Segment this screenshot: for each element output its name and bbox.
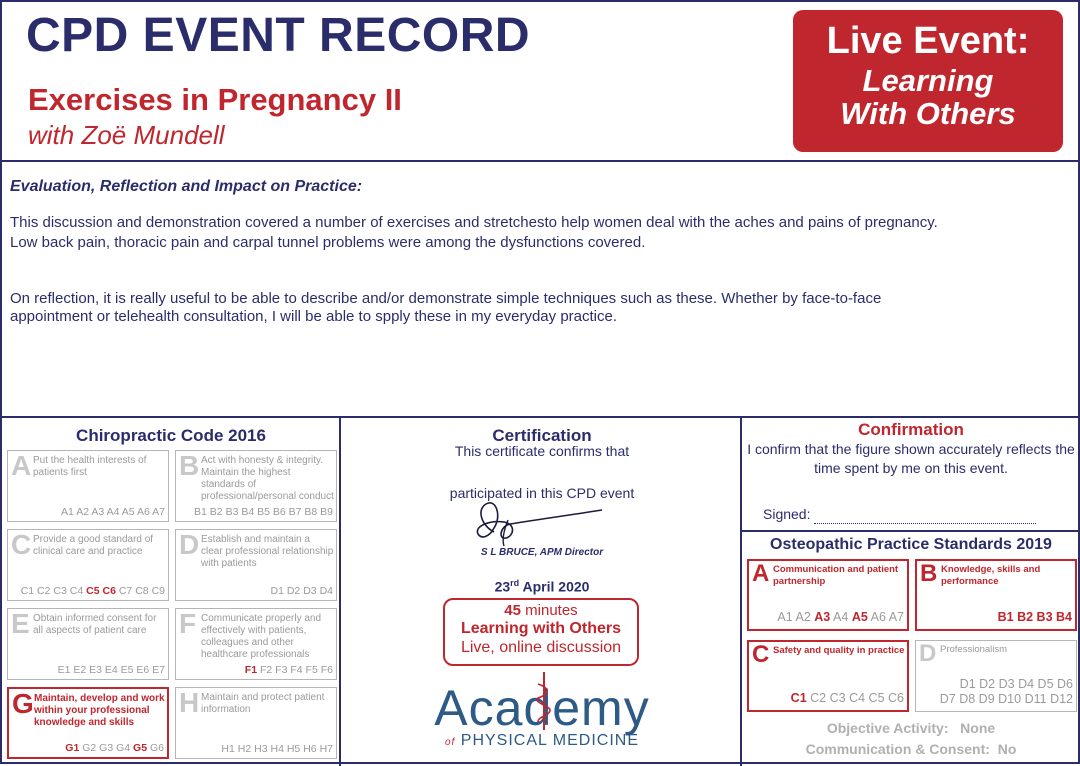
standard-code: D9 <box>978 692 995 706</box>
date-day: 23 <box>494 578 511 595</box>
standard-code: F6 <box>320 664 333 676</box>
chiro-letter: D <box>179 529 200 560</box>
standard-code: G5 <box>133 742 148 754</box>
chiro-letter: G <box>12 688 34 719</box>
standard-code: F1 <box>244 664 258 676</box>
date-suffix: rd <box>510 578 520 588</box>
presenter-name: with Zoë Mundell <box>28 120 225 150</box>
certification-text: participated in this CPD event <box>449 485 635 501</box>
standard-code: C8 <box>135 585 149 597</box>
standard-code: B4 <box>241 506 255 518</box>
standard-code: A4 <box>833 610 849 624</box>
standard-code: C2 <box>37 585 51 597</box>
badge-line-1: Live Event: <box>826 20 1030 62</box>
standard-code: A6 <box>870 610 886 624</box>
standard-code: F3 <box>275 664 288 676</box>
standard-code: H3 <box>254 743 268 755</box>
standard-code: D2 <box>286 585 301 597</box>
caduceus-icon <box>534 670 554 732</box>
standard-code: A3 <box>814 610 831 624</box>
standard-code: B1 <box>997 610 1014 624</box>
standard-code: E2 <box>73 664 87 676</box>
chiro-letter: A <box>11 450 32 481</box>
standard-code: C5 <box>868 691 885 705</box>
chiro-letter: B <box>179 450 200 481</box>
chiro-description: Maintain, develop and work within your professional knowledge and skills <box>34 693 165 728</box>
standard-code: B8 <box>304 506 318 518</box>
divider <box>2 416 1080 418</box>
standard-code: A7 <box>888 610 904 624</box>
standard-code: H4 <box>270 743 284 755</box>
chiro-description: Act with honesty & integrity. Maintain the highest standards of professional/personal conduct <box>201 455 334 502</box>
chiro-description: Put the health interests of patients first <box>33 455 147 478</box>
standard-code: A2 <box>795 610 811 624</box>
standard-code: B9 <box>320 506 333 518</box>
standard-code: B4 <box>1056 610 1072 624</box>
standard-code: E4 <box>104 664 118 676</box>
standard-code: D8 <box>959 692 976 706</box>
course-title: Exercises in Pregnancy II <box>28 82 402 117</box>
chiro-box-e <box>7 608 169 680</box>
chiro-codes <box>194 506 333 518</box>
standard-code: E1 <box>57 664 71 676</box>
standard-code: E3 <box>89 664 102 676</box>
minutes-line <box>445 602 637 619</box>
standard-code: B3 <box>225 506 239 518</box>
objective-value: None <box>960 720 996 736</box>
chiro-codes <box>21 585 165 597</box>
chiro-box-a <box>7 450 169 522</box>
chiro-codes <box>270 585 333 597</box>
standard-code: F5 <box>305 664 318 676</box>
standard-code: G2 <box>82 742 97 754</box>
chiro-box-f <box>175 608 337 680</box>
chiro-codes <box>245 664 333 676</box>
standard-code: H1 <box>221 743 235 755</box>
standard-code: D1 <box>270 585 284 597</box>
osteo-box-d <box>915 640 1077 712</box>
osteo-standards-title: Osteopathic Practice Standards 2019 <box>770 536 1052 553</box>
standard-code: C6 <box>888 691 904 705</box>
standard-code: E5 <box>120 664 134 676</box>
standard-code: D2 <box>979 677 996 691</box>
standard-code: G1 <box>65 742 80 754</box>
osteo-description: Professionalism <box>940 644 1008 655</box>
confirmation-text: I confirm that the figure shown accurately reflects the time spent by me on this event. <box>747 441 1075 476</box>
date-rest: April 2020 <box>519 578 590 595</box>
standard-code: D3 <box>998 677 1015 691</box>
divider <box>740 530 1080 532</box>
standard-code: A5 <box>121 506 135 518</box>
academy-logo: Academy <box>434 680 650 736</box>
chiro-box-d <box>175 529 337 601</box>
event-format: Learning with Others <box>460 620 621 637</box>
chiro-codes <box>61 506 165 518</box>
reflection-text: Low back pain, thoracic pain and carpal tunnel problems were among the dysfunctions covered. <box>10 234 646 251</box>
standard-code: E7 <box>152 664 165 676</box>
badge-line-3: With Others <box>840 96 1016 131</box>
divider <box>2 160 1080 162</box>
osteo-box-c <box>747 640 909 712</box>
standard-code: B1 <box>194 506 207 518</box>
confirmation-title: Confirmation <box>858 420 964 439</box>
logo-sub-text: PHYSICAL MEDICINE <box>460 732 639 749</box>
standard-code: G4 <box>116 742 131 754</box>
standard-code: B2 <box>209 506 223 518</box>
osteo-codes <box>940 677 1073 707</box>
standard-code: B3 <box>1036 610 1053 624</box>
chiro-description: Establish and maintain a clear professional relationship with patients <box>201 534 334 569</box>
standard-code: D10 <box>998 692 1022 706</box>
osteo-letter: C <box>752 641 770 668</box>
minutes-value: 45 <box>504 602 521 619</box>
standard-code: C4 <box>849 691 866 705</box>
standard-code: H2 <box>237 743 252 755</box>
standard-code: D7 <box>939 692 956 706</box>
logo-of: of <box>444 737 456 748</box>
standard-code: C2 <box>810 691 827 705</box>
event-date <box>342 578 742 595</box>
standard-code: A4 <box>106 506 120 518</box>
standard-code: B5 <box>257 506 270 518</box>
standard-code: D11 <box>1024 692 1047 706</box>
record-title: CPD EVENT RECORD <box>26 9 531 62</box>
standard-code: D12 <box>1050 692 1073 706</box>
standard-code: A6 <box>136 506 150 518</box>
standard-code: D5 <box>1037 677 1054 691</box>
reflection-text: appointment or telehealth consultation, I will be able to spply these in my everyday practice. <box>10 308 618 325</box>
chiro-box-b <box>175 450 337 522</box>
standard-code: B6 <box>272 506 286 518</box>
comm-label: Communication & Consent: <box>805 741 990 757</box>
reflection-text: This discussion and demonstration covered a number of exercises and stretchesto help women deal with the aches and pains of pregnancy. <box>10 214 938 231</box>
standard-code: A7 <box>152 506 165 518</box>
signature-line[interactable] <box>814 523 1036 524</box>
chiro-letter: F <box>179 608 197 639</box>
osteo-description: Safety and quality in practice <box>773 645 905 656</box>
divider <box>339 416 341 766</box>
standard-code: C1 <box>790 691 807 705</box>
chiro-codes <box>221 743 333 755</box>
standard-code: H6 <box>303 743 317 755</box>
live-event-badge <box>793 10 1063 152</box>
osteo-codes <box>777 610 904 625</box>
standard-code: D4 <box>1018 677 1035 691</box>
standard-code: B7 <box>288 506 302 518</box>
chiro-description: Communicate properly and effectively with patients, colleagues and other healthcare professionals <box>201 613 322 660</box>
certification-title: Certification <box>492 426 592 445</box>
chiro-box-h <box>175 687 337 759</box>
chiro-description: Maintain and protect patient information <box>201 692 325 715</box>
standard-code: C4 <box>69 585 84 597</box>
standard-code: C3 <box>829 691 846 705</box>
standard-code: A5 <box>851 610 868 624</box>
standard-code: D6 <box>1057 677 1073 691</box>
badge-line-2: Learning <box>862 63 994 98</box>
osteo-description: Knowledge, skills and performance <box>941 564 1041 587</box>
communication-consent <box>742 741 1080 757</box>
osteo-letter: B <box>920 560 938 587</box>
chiro-box-g <box>7 687 169 759</box>
standard-code: A3 <box>91 506 105 518</box>
standard-code: F4 <box>290 664 303 676</box>
standard-code: D3 <box>303 585 317 597</box>
director-name: S L BRUCE, APM Director <box>480 547 604 558</box>
chiro-code-title: Chiropractic Code 2016 <box>76 426 266 445</box>
minutes-label: minutes <box>520 602 578 619</box>
chiro-box-c <box>7 529 169 601</box>
reflection-heading: Evaluation, Reflection and Impact on Practice: <box>10 178 363 195</box>
objective-label: Objective Activity: <box>826 720 949 736</box>
chiro-codes <box>65 742 164 754</box>
academy-logo-sub <box>342 732 742 750</box>
certification-text: This certificate confirms that <box>454 443 630 459</box>
osteo-codes <box>791 691 904 706</box>
chiro-codes <box>58 664 165 676</box>
standard-code: H5 <box>286 743 301 755</box>
objective-activity <box>742 720 1080 736</box>
standard-code: C5 <box>86 585 100 597</box>
signed-label: Signed: <box>763 506 811 522</box>
standard-code: E6 <box>136 664 150 676</box>
standard-code: D4 <box>319 585 333 597</box>
standard-code: C9 <box>151 585 165 597</box>
standard-code: A2 <box>76 506 90 518</box>
osteo-letter: A <box>752 560 770 587</box>
director-signature <box>464 496 614 548</box>
osteo-box-a <box>747 559 909 631</box>
standard-code: C7 <box>118 585 133 597</box>
standard-code: C1 <box>20 585 35 597</box>
chiro-description: Obtain informed consent for all aspects of patient care <box>33 613 157 636</box>
standard-code: G3 <box>99 742 114 754</box>
standard-code: B2 <box>1017 610 1034 624</box>
standard-code: C6 <box>102 585 116 597</box>
reflection-text: On reflection, it is really useful to be able to describe and/or demonstrate simple techniques such as these. Whether by face-to-face <box>10 290 882 307</box>
osteo-codes <box>998 610 1072 625</box>
osteo-letter: D <box>919 640 937 667</box>
chiro-letter: H <box>179 687 200 718</box>
standard-code: H7 <box>319 743 333 755</box>
event-format-detail: Live, online discussion <box>460 639 622 656</box>
standard-code: F2 <box>259 664 273 676</box>
standard-code: A1 <box>777 610 793 624</box>
chiro-letter: C <box>11 529 32 560</box>
osteo-box-b <box>915 559 1077 631</box>
chiro-description: Provide a good standard of clinical care and practice <box>33 534 154 557</box>
standard-code: G6 <box>149 742 164 754</box>
standard-code: C3 <box>53 585 67 597</box>
osteo-description: Communication and patient partnership <box>773 564 899 587</box>
time-summary-box <box>443 598 639 666</box>
chiro-letter: E <box>11 608 30 639</box>
standard-code: A1 <box>61 506 74 518</box>
comm-value: No <box>997 741 1017 757</box>
standard-code: D1 <box>959 677 976 691</box>
